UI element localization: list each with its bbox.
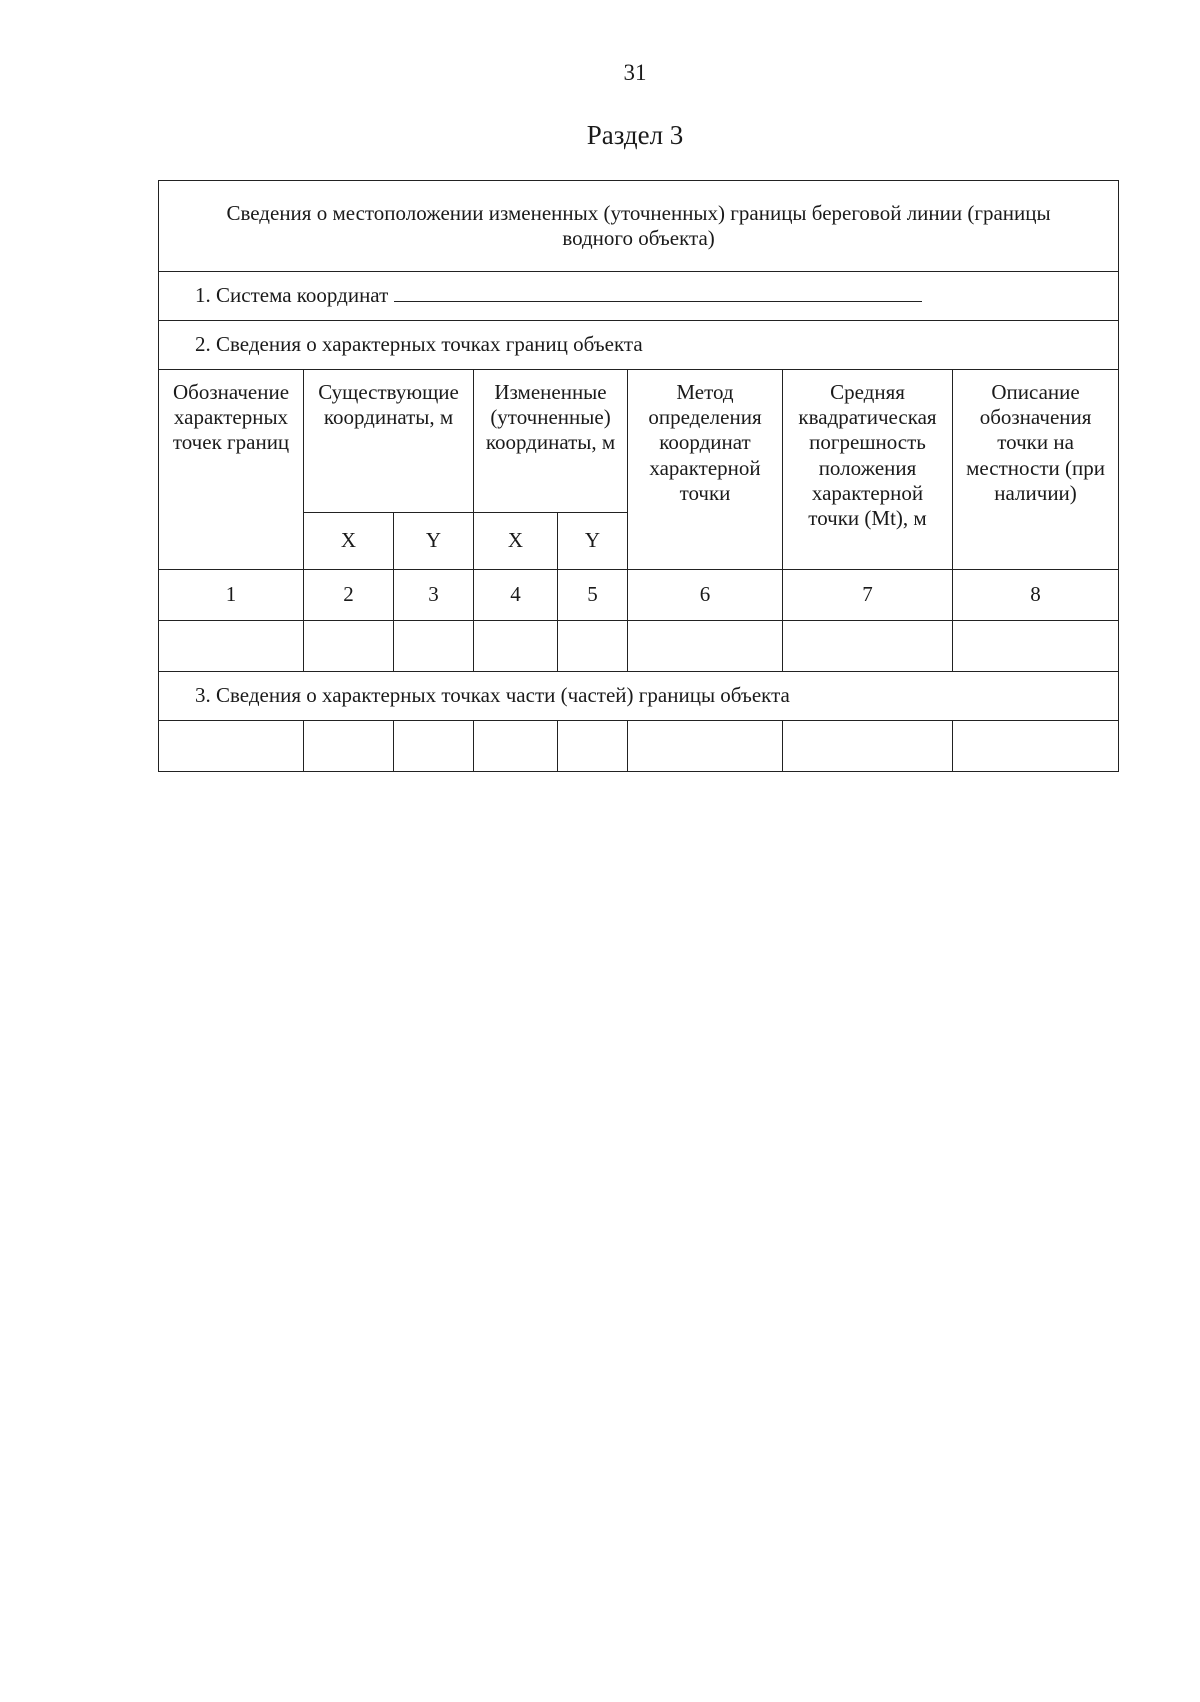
column-number: 6 [628, 570, 783, 621]
column-number-row [159, 570, 1119, 621]
empty-cell[interactable] [394, 621, 474, 672]
section-title: Раздел 3 [586, 120, 684, 150]
parts-section-title: 3. Сведения о характерных точках части (частей) границы объекта [159, 672, 1119, 721]
table-heading: Сведения о местоположении измененных (уточненных) границы береговой линии (границы водного объекта) [159, 181, 1119, 272]
coordinate-system-fill-line [394, 283, 922, 302]
column-number: 2 [304, 570, 394, 621]
page-number: 31 [623, 60, 647, 85]
empty-cell[interactable] [558, 621, 628, 672]
col-header-changed-coords: Измененные (уточненные) координаты, м [474, 370, 628, 513]
column-number: 3 [394, 570, 474, 621]
coordinate-system-label: 1. Система координат [195, 283, 389, 308]
points-empty-row [159, 621, 1119, 672]
col-header-changed-x: X [474, 513, 558, 570]
col-header-existing-x: X [304, 513, 394, 570]
empty-cell[interactable] [628, 721, 783, 772]
empty-cell[interactable] [783, 721, 953, 772]
empty-cell[interactable] [394, 721, 474, 772]
col-header-designation: Обозначение характерных точек границ [159, 370, 304, 570]
empty-cell[interactable] [558, 721, 628, 772]
empty-cell[interactable] [159, 621, 304, 672]
empty-cell[interactable] [159, 721, 304, 772]
column-number: 8 [953, 570, 1119, 621]
col-header-description: Описание обозначения точки на местности (при наличии) [953, 370, 1119, 570]
column-number: 7 [783, 570, 953, 621]
empty-cell[interactable] [953, 621, 1119, 672]
col-header-existing-coords: Существующие координаты, м [304, 370, 474, 513]
col-header-mean-error: Средняя квадратическая погрешность положения характерной точки (Mt), м [783, 370, 953, 570]
column-number: 1 [159, 570, 304, 621]
empty-cell[interactable] [783, 621, 953, 672]
empty-cell[interactable] [953, 721, 1119, 772]
col-header-existing-y: Y [394, 513, 474, 570]
column-number: 4 [474, 570, 558, 621]
column-number: 5 [558, 570, 628, 621]
empty-cell[interactable] [474, 721, 558, 772]
points-section-title: 2. Сведения о характерных точках границ объекта [159, 321, 1119, 370]
empty-cell[interactable] [628, 621, 783, 672]
col-header-changed-y: Y [558, 513, 628, 570]
empty-cell[interactable] [474, 621, 558, 672]
col-header-method: Метод определения координат характерной точки [628, 370, 783, 570]
empty-cell[interactable] [304, 621, 394, 672]
empty-cell[interactable] [304, 721, 394, 772]
coordinate-system-row [159, 272, 1119, 321]
parts-empty-row [159, 721, 1119, 772]
boundary-form-table [158, 180, 1119, 772]
